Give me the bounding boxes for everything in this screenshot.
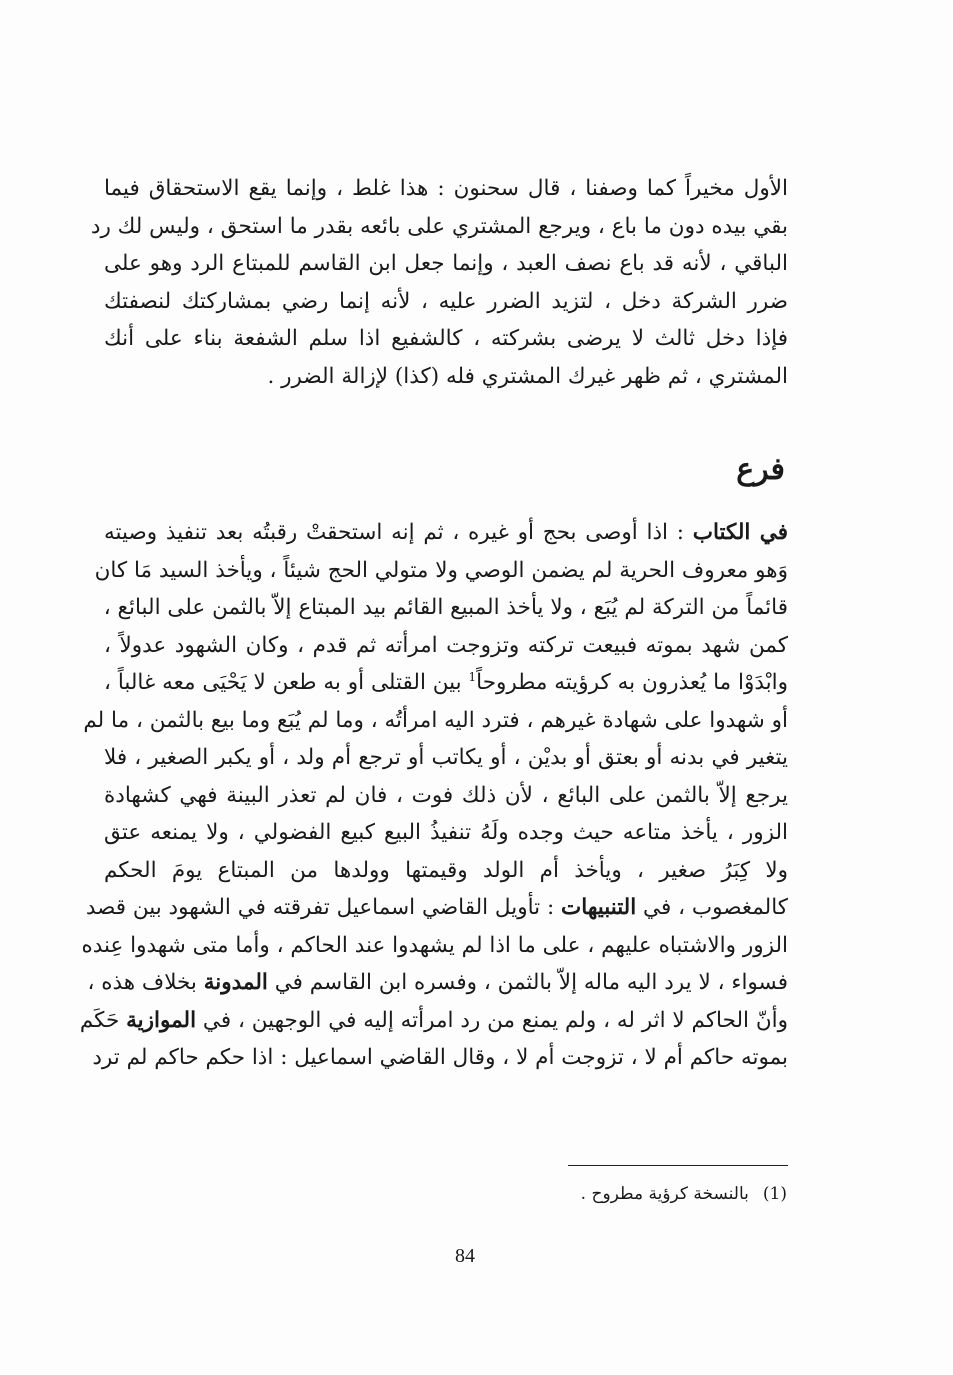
- bold-term: التنبيهات: [561, 895, 637, 920]
- text-segment: كالمغصوب ، في: [636, 895, 788, 920]
- footnote-reference: 1: [468, 669, 477, 684]
- text-segment: فسواء ، لا يرد اليه ماله إلاّ بالثمن ، وفسره ابن القاسم في: [267, 970, 788, 995]
- paragraph-2: [79, 514, 788, 1077]
- text-segment: : تأويل القاضي اسماعيل تفرقته في الشهود بين قصد: [85, 895, 562, 920]
- text-line: بقي بيده دون ما باع ، ويرجع المشتري على بائعه بقدر ما استحق ، وليس لك رد: [90, 213, 788, 239]
- footnote-divider: [568, 1165, 788, 1166]
- text-line: ولا كِبَرُ صغير ، ويأخذ أم الولد وقيمتها وولدها من المبتاع يومَ الحكم: [104, 857, 788, 883]
- text-line: أو شهدوا على شهادة غيرهم ، فترد اليه امرأتُه ، وما لم يُبَع وما بيع بالثمن ، ما لم: [83, 707, 788, 733]
- text-line: الأول مخيراً كما وصفنا ، قال سحنون : هذا غلط ، وإنما يقع الاستحقاق فيما: [104, 176, 788, 201]
- footnote-text: بالنسخة كرؤية مطروح .: [580, 1184, 749, 1204]
- section-heading: فرع: [736, 452, 785, 487]
- text-line: الباقي ، لأنه قد باع نصف العبد ، وإنما جعل ابن القاسم للمبتاع الرد وهو على: [104, 251, 788, 276]
- text-line: قائماً من التركة لم يُبَع ، ولا يأخذ المبيع القائم بيد المبتاع إلاّ بالثمن على البائع ،: [103, 595, 788, 620]
- text-line: المشتري ، ثم ظهر غيرك المشتري فله (كذا) لإزالة الضرر .: [267, 363, 788, 389]
- text-line: [104, 514, 788, 552]
- text-line: كمن شهد بموته فبيعت تركته وتزوجت امرأته ثم قدم ، وكان الشهود عدولاً ،: [104, 632, 788, 658]
- text-segment: بين القتلى أو به طعن لا يَحْيَى معه غالباً ،: [104, 670, 469, 695]
- bold-term: الموازية: [126, 1007, 197, 1033]
- text-segment: حَكَم: [79, 1007, 127, 1033]
- bold-term: المدونة: [203, 970, 268, 995]
- text-segment: بخلاف هذه ،: [87, 970, 204, 995]
- text-line: يرجع إلاّ بالثمن على البائع ، لأن ذلك فوت ، فان لم تعذر البينة فهي كشهادة: [104, 782, 788, 808]
- text-line: [104, 664, 788, 702]
- footnote-mark: (1): [762, 1184, 787, 1204]
- text-segment: وأنّ الحاكم لا اثر له ، ولم يمنع من رد امرأته إليه في الوجهين ، في: [196, 1007, 788, 1033]
- text-line: فإذا دخل ثالث لا يرضى بشركته ، كالشفيع اذا سلم الشفعة بناء على أنك: [104, 326, 789, 351]
- text-line: ضرر الشركة دخل ، لتزيد الضرر عليه ، لأنه إنما رضي بمشاركتك لنصفتك: [104, 288, 788, 314]
- footnote: [387, 1180, 787, 1208]
- page-number: 84: [455, 1245, 475, 1267]
- paragraph-1: [90, 170, 789, 395]
- text-line: بموته حاكم أم لا ، تزوجت أم لا ، وقال القاضي اسماعيل : اذا حكم حاكم لم ترد: [92, 1045, 788, 1070]
- text-line: [79, 1002, 788, 1040]
- text-segment: وابْدَوْا ما يُعذرون به كرؤيته مطروحاً: [476, 670, 788, 695]
- text-line: وَهو معروف الحرية لم يضمن الوصي ولا متولي الحج شيئاً ، ويأخذ السيد مَا كان: [94, 557, 788, 583]
- text-line: [85, 889, 788, 927]
- text-line: الزور ، يأخذ متاعه حيث وجده ولَهُ تنفيذُ البيع كبيع الفضولي ، ولا يمنعه عتق: [104, 820, 788, 845]
- text-segment: : اذا أوصى بحج أو غيره ، ثم إنه استحقتْ رقبتُه بعد تنفيذ وصيته: [104, 520, 693, 545]
- bold-term: في الكتاب: [692, 520, 788, 545]
- text-line: يتغير في بدنه أو بعتق أو بديْن ، أو يكاتب أو ترجع أم ولد ، أو يكبر الصغير ، فلا: [104, 745, 788, 770]
- text-line: الزور والاشتباه عليهم ، على ما اذا لم يشهدوا عند الحاكم ، وأما متى شهدوا عِنده: [81, 932, 788, 958]
- text-line: [87, 964, 788, 1002]
